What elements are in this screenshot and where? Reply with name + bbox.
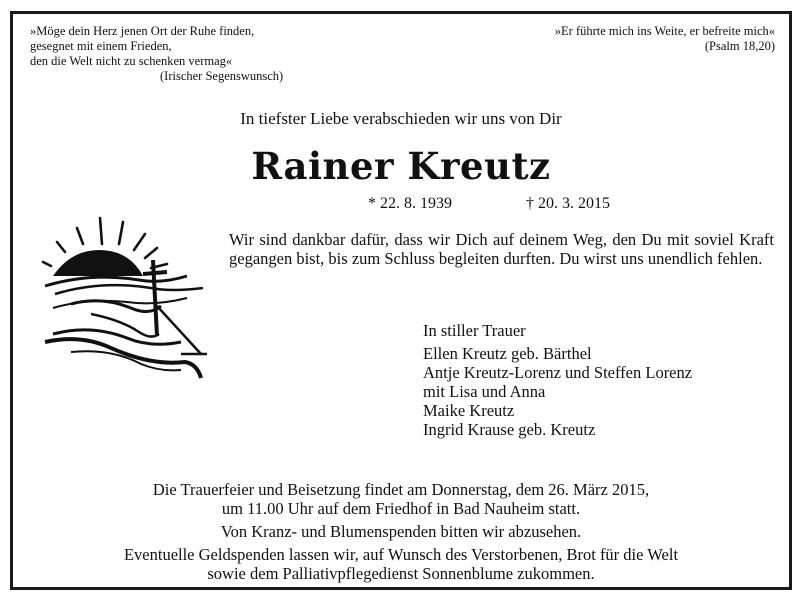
- mourner-name: Antje Kreutz-Lorenz und Steffen Lorenz: [423, 363, 693, 382]
- funeral-line: um 11.00 Uhr auf dem Friedhof in Bad Nauheim statt.: [221, 499, 581, 518]
- thanks-paragraph: Wir sind dankbar dafür, dass wir Dich auf deinem Weg, den Du mit soviel Kraft gegangen bist, bis zum Schluss begleiten durften. Du wirst uns unendlich fehlen.: [229, 230, 774, 268]
- funeral-info: [13, 480, 789, 583]
- intro-text: In tiefster Liebe verabschieden wir uns von Dir: [240, 109, 562, 128]
- deceased-name: Rainer Kreutz: [251, 144, 551, 188]
- mourner-name: Ellen Kreutz geb. Bärthel: [423, 344, 592, 363]
- quote-right: [555, 24, 775, 54]
- quote-right-source: (Psalm 18,20): [704, 39, 775, 53]
- quote-right-line: »Er führte mich ins Weite, er befreite mich«: [554, 24, 775, 38]
- quote-left-line: »Möge dein Herz jenen Ort der Ruhe finden,: [30, 24, 255, 38]
- mourner-name: Ingrid Krause geb. Kreutz: [423, 420, 596, 439]
- quote-left-line: den die Welt nicht zu schenken vermag«: [30, 54, 233, 68]
- mourner-name: mit Lisa und Anna: [423, 382, 546, 401]
- mourners-block: [423, 321, 692, 439]
- funeral-line: sowie dem Palliativpflegedienst Sonnenblume zukommen.: [207, 564, 595, 583]
- sunset-cross-emblem: [31, 214, 221, 389]
- funeral-line: Die Trauerfeier und Beisetzung findet am Donnerstag, dem 26. März 2015,: [152, 480, 650, 499]
- mourner-name: Maike Kreutz: [423, 401, 515, 420]
- quote-left: [30, 24, 283, 84]
- funeral-line: Eventuelle Geldspenden lassen wir, auf Wunsch des Verstorbenen, Brot für die Welt: [123, 545, 679, 564]
- quote-left-line: gesegnet mit einem Frieden,: [30, 39, 172, 53]
- mourners-heading: In stiller Trauer: [423, 321, 526, 340]
- birth-date: * 22. 8. 1939: [368, 195, 452, 212]
- obituary-frame: [10, 11, 792, 590]
- death-date: † 20. 3. 2015: [526, 195, 610, 212]
- quote-left-source: (Irischer Segenswunsch): [160, 69, 284, 83]
- funeral-line: Von Kranz- und Blumenspenden bitten wir abzusehen.: [220, 522, 582, 541]
